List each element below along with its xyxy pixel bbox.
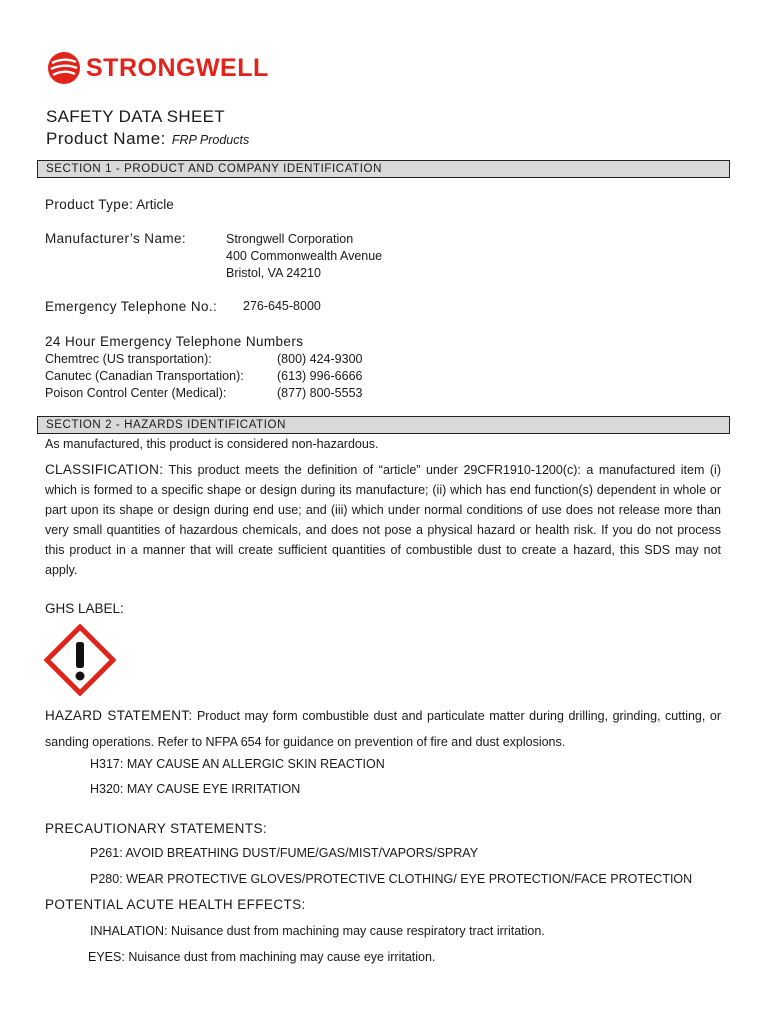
product-type-label: Product Type:	[45, 197, 134, 212]
classification-text: This product meets the definition of “article” under 29CFR1910-1200(c): a manufactured item (i) which is formed to a specific shape or design during its manufacture; (ii) which has end function(s) dependent in whole or part upon its shape or design during end use; and (iii) which under normal conditions of use does not release more than very small quantities of hazardous chemicals, and does not pose a physical hazard or health risk. If you do not process this product in a manner that will create sufficient quantities of combustible dust to create a hazard, this SDS may not apply.	[45, 463, 721, 577]
company-wordmark: STRONGWELL	[86, 53, 269, 82]
hazard-statement-paragraph	[45, 703, 721, 755]
inhalation-effect	[90, 924, 545, 938]
emergency-number-label: Poison Control Center (Medical):	[45, 386, 227, 400]
emergency-number-values	[277, 351, 362, 402]
manufacturer-line: 400 Commonwealth Avenue	[226, 249, 383, 263]
emergency-number-value: (800) 424-9300	[277, 352, 363, 366]
eyes-label: EYES:	[88, 950, 125, 964]
manufacturer-label: Manufacturer’s Name:	[45, 231, 187, 246]
emergency-number: 276-645-8000	[243, 299, 321, 313]
inhalation-label: INHALATION:	[90, 924, 168, 938]
product-name-label: Product Name:	[46, 129, 166, 148]
emergency-number-value: (613) 996-6666	[277, 369, 363, 383]
product-name-value: FRP Products	[171, 133, 250, 147]
inhalation-text: Nuisance dust from machining may cause respiratory tract irritation.	[171, 924, 545, 938]
company-logo	[46, 48, 269, 88]
manufacturer-line: Strongwell Corporation	[226, 232, 354, 246]
emergency-label: Emergency Telephone No.:	[45, 299, 218, 314]
precautionary-statement: P261: AVOID BREATHING DUST/FUME/GAS/MIST/VAPORS/SPRAY	[90, 846, 479, 860]
strongwell-logo-icon	[46, 50, 82, 86]
emergency-number-labels	[45, 351, 244, 402]
eyes-text: Nuisance dust from machining may cause eye irritation.	[128, 950, 436, 964]
product-type-value: Article	[136, 197, 174, 212]
hazard-code: H317: MAY CAUSE AN ALLERGIC SKIN REACTION	[90, 757, 385, 771]
classification-label: CLASSIFICATION:	[45, 462, 164, 477]
section-2-heading: SECTION 2 - HAZARDS IDENTIFICATION	[37, 416, 730, 434]
hazard-statement-label: HAZARD STATEMENT:	[45, 708, 193, 723]
emergency-number-label: Canutec (Canadian Transportation):	[45, 369, 244, 383]
hazard-intro: As manufactured, this product is considered non-hazardous.	[45, 437, 379, 451]
document-title: SAFETY DATA SHEET	[46, 107, 225, 126]
hazard-statement-text: Product may form combustible dust and particulate matter during drilling, grinding, cutting, or sanding operations. Refer to NFPA 654 for guidance on prevention of fire and dust explosions.	[45, 709, 721, 749]
precautionary-statement: P280: WEAR PROTECTIVE GLOVES/PROTECTIVE CLOTHING/ EYE PROTECTION/FACE PROTECTION	[90, 872, 693, 886]
emergency-numbers-heading: 24 Hour Emergency Telephone Numbers	[45, 334, 304, 349]
hazard-code: H320: MAY CAUSE EYE IRRITATION	[90, 782, 301, 796]
section-1-heading: SECTION 1 - PRODUCT AND COMPANY IDENTIFICATION	[37, 160, 730, 178]
manufacturer-address	[226, 231, 382, 282]
emergency-number-value: (877) 800-5553	[277, 386, 363, 400]
ghs-label: GHS LABEL:	[45, 601, 124, 616]
emergency-number-label: Chemtrec (US transportation):	[45, 352, 212, 366]
product-name	[46, 129, 249, 149]
exclamation-mark-pictogram-icon	[44, 624, 116, 696]
acute-effects-heading: POTENTIAL ACUTE HEALTH EFFECTS:	[45, 897, 306, 912]
precautionary-heading: PRECAUTIONARY STATEMENTS:	[45, 821, 268, 836]
product-type	[45, 197, 174, 212]
classification-paragraph	[45, 460, 721, 580]
eyes-effect	[88, 950, 435, 964]
manufacturer-line: Bristol, VA 24210	[226, 266, 321, 280]
